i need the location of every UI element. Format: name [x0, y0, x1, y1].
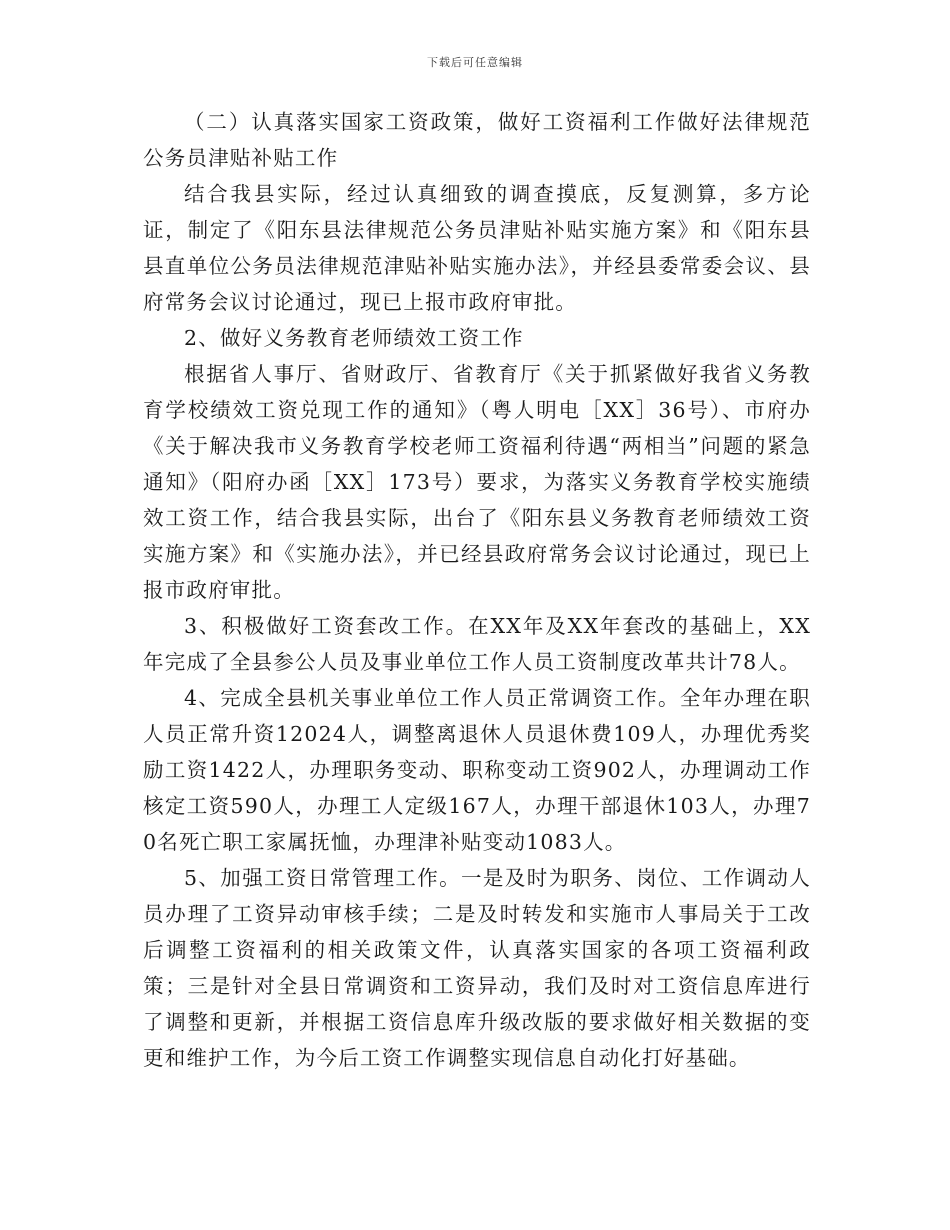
paragraph-teacher-pay: 根据省人事厅、省财政厅、省教育厅《关于抓紧做好我省义务教育学校绩效工资兑现工作的通知》（粤人明电［XX］36号）、市府办《关于解决我市义务教育学校老师工资福利待遇“两相当”问题的紧急通知》（阳府办函［XX］173号）要求，为落实义务教育学校实施绩效工资工作，结合我县实际，出台了《阳东县义务教育老师绩效工资实施方案》和《实施办法》，并已经县政府常务会议讨论通过，现已上报市政府审批。	[143, 362, 811, 602]
paragraph-regular-adjustment: 4、完成全县机关事业单位工作人员正常调资工作。全年办理在职人员正常升资12024人，调整离退休人员退休费109人，办理优秀奖励工资1422人，办理职务变动、职称变动工资902人，办理调动工作核定工资590人，办理工人定级167人，办理干部退休103人，办理70名死亡职工家属抚恤，办理津补贴变动1083人。	[143, 686, 811, 854]
page-header-note: 下载后可任意编辑	[427, 56, 523, 69]
paragraph-salary-reform: 3、积极做好工资套改工作。在XX年及XX年套改的基础上，XX年完成了全县参公人员及事业单位工作人员工资制度改革共计78人。	[143, 614, 811, 674]
document-body	[143, 104, 811, 1076]
paragraph-allowance-scheme: 结合我县实际，经过认真细致的调查摸底，反复测算，多方论证，制定了《阳东县法律规范公务员津贴补贴实施方案》和《阳东县县直单位公务员法律规范津贴补贴实施办法》，并经县委常委会议、县府常务会议讨论通过，现已上报市政府审批。	[143, 182, 811, 314]
section-heading-allowance: （二）认真落实国家工资政策，做好工资福利工作做好法律规范公务员津贴补贴工作	[143, 110, 811, 170]
paragraph-daily-management: 5、加强工资日常管理工作。一是及时为职务、岗位、工作调动人员办理了工资异动审核手续；二是及时转发和实施市人事局关于工改后调整工资福利的相关政策文件，认真落实国家的各项工资福利政策；三是针对全县日常调资和工资异动，我们及时对工资信息库进行了调整和更新，并根据工资信息库升级改版的要求做好相关数据的变更和维护工作，为今后工资工作调整实现信息自动化打好基础。	[143, 866, 811, 1070]
item-heading-teacher-pay: 2、做好义务教育老师绩效工资工作	[184, 326, 524, 350]
